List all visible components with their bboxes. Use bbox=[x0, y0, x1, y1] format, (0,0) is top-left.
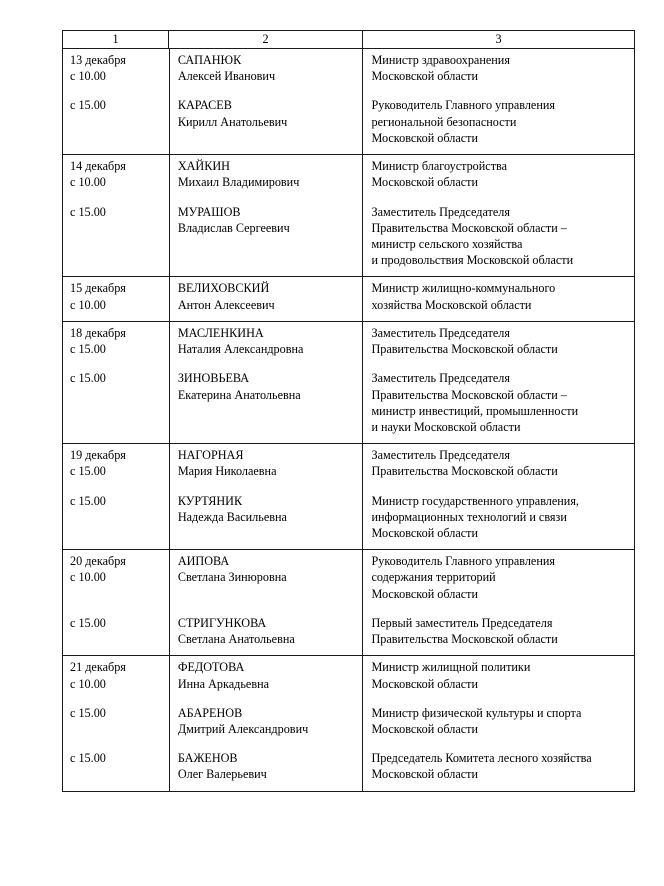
time-column bbox=[63, 322, 169, 443]
position-line: Московской области bbox=[371, 175, 479, 190]
position-line: Заместитель Председателя bbox=[371, 448, 510, 463]
position-column bbox=[362, 656, 634, 790]
position-block bbox=[371, 447, 630, 479]
person-column bbox=[169, 444, 363, 549]
date-group-cell bbox=[63, 550, 635, 656]
date-group bbox=[63, 49, 634, 154]
position-column bbox=[362, 155, 634, 276]
person-name: Олег Валерьевич bbox=[177, 767, 267, 782]
date-group bbox=[63, 550, 634, 655]
person-name: Мария Николаевна bbox=[177, 464, 277, 479]
person-block bbox=[178, 705, 359, 737]
position-block bbox=[371, 280, 630, 312]
position-line: региональной безопасности bbox=[371, 114, 517, 129]
person-surname: КАРАСЕВ bbox=[177, 98, 232, 113]
person-block bbox=[178, 553, 359, 602]
time-block bbox=[70, 750, 165, 782]
group-date: 21 декабря bbox=[70, 660, 126, 675]
person-name: Наталия Александровна bbox=[177, 342, 304, 357]
position-block bbox=[371, 493, 630, 542]
person-surname: МУРАШОВ bbox=[177, 204, 241, 219]
column-header-2: 2 bbox=[169, 31, 363, 49]
position-line: Правительства Московской области bbox=[371, 342, 558, 357]
position-line: Министр государственного управления, bbox=[371, 493, 579, 508]
date-group-cell bbox=[63, 155, 635, 277]
person-surname: ВЕЛИХОВСКИЙ bbox=[177, 281, 270, 296]
group-date: 20 декабря bbox=[70, 554, 126, 569]
position-line: Московской области bbox=[371, 676, 479, 691]
position-block bbox=[371, 52, 630, 84]
position-block bbox=[371, 553, 630, 602]
position-block bbox=[371, 705, 630, 737]
position-line: содержания территорий bbox=[371, 570, 496, 585]
entry-time: с 15.00 bbox=[70, 371, 106, 386]
position-line: и науки Московской области bbox=[371, 419, 521, 434]
position-block bbox=[371, 750, 630, 782]
person-column bbox=[169, 49, 363, 154]
column-header-1: 1 bbox=[63, 31, 169, 49]
person-block bbox=[178, 204, 359, 269]
entry-time: с 15.00 bbox=[70, 493, 106, 508]
position-line: хозяйства Московской области bbox=[371, 297, 532, 312]
position-block bbox=[371, 659, 630, 691]
position-line: министр сельского хозяйства bbox=[371, 236, 523, 251]
person-column bbox=[169, 322, 363, 443]
person-surname: САПАНЮК bbox=[177, 53, 242, 67]
person-block bbox=[178, 659, 359, 691]
time-block bbox=[70, 705, 165, 737]
position-line: Министр физической культуры и спорта bbox=[371, 705, 582, 720]
person-block bbox=[178, 615, 359, 647]
time-block bbox=[70, 615, 165, 647]
position-column bbox=[362, 277, 634, 320]
date-group-cell bbox=[63, 321, 635, 443]
group-date: 15 декабря bbox=[70, 281, 126, 296]
group-date: 19 декабря bbox=[70, 448, 126, 463]
position-column bbox=[362, 49, 634, 154]
position-line: Московской области bbox=[371, 130, 479, 145]
date-group bbox=[63, 155, 634, 276]
position-line: Заместитель Председателя bbox=[371, 204, 510, 219]
table-row bbox=[63, 49, 635, 155]
person-surname: ЗИНОВЬЕВА bbox=[177, 371, 250, 386]
date-group-cell bbox=[63, 444, 635, 550]
entry-time: с 15.00 bbox=[70, 615, 106, 630]
person-column bbox=[169, 277, 363, 320]
date-group-cell bbox=[63, 277, 635, 321]
time-column bbox=[63, 155, 169, 276]
time-column bbox=[63, 49, 169, 154]
table-row bbox=[63, 656, 635, 791]
position-line: Правительства Московской области bbox=[371, 464, 558, 479]
time-block bbox=[70, 52, 165, 84]
time-block bbox=[70, 204, 165, 269]
position-line: Министр благоустройства bbox=[371, 159, 508, 174]
time-block bbox=[70, 325, 165, 357]
person-name: Екатерина Анатольевна bbox=[177, 387, 301, 402]
table-row bbox=[63, 321, 635, 443]
position-line: министр инвестиций, промышленности bbox=[371, 403, 579, 418]
entry-time: с 15.00 bbox=[70, 98, 106, 113]
time-column bbox=[63, 550, 169, 655]
entry-time: с 15.00 bbox=[70, 751, 106, 766]
position-column bbox=[362, 444, 634, 549]
entry-time: с 15.00 bbox=[70, 464, 106, 479]
entry-time: с 10.00 bbox=[70, 175, 106, 190]
person-block bbox=[178, 447, 359, 479]
date-group bbox=[63, 277, 634, 320]
person-block bbox=[178, 493, 359, 542]
position-column bbox=[362, 550, 634, 655]
time-block bbox=[70, 493, 165, 542]
person-surname: ХАЙКИН bbox=[177, 159, 230, 174]
time-block bbox=[70, 659, 165, 691]
position-line: Московской области bbox=[371, 586, 479, 601]
person-surname: ФЕДОТОВА bbox=[177, 660, 245, 675]
person-surname: МАСЛЕНКИНА bbox=[177, 325, 264, 340]
time-block bbox=[70, 370, 165, 435]
position-block bbox=[371, 204, 630, 269]
position-line: Правительства Московской области – bbox=[371, 387, 567, 402]
person-name: Михаил Владимирович bbox=[177, 175, 300, 190]
position-line: Московской области bbox=[371, 722, 479, 736]
date-group bbox=[63, 656, 634, 790]
position-line: Московской области bbox=[371, 526, 479, 541]
time-block bbox=[70, 97, 165, 146]
time-block bbox=[70, 553, 165, 602]
entry-time: с 15.00 bbox=[70, 204, 106, 219]
table-row bbox=[63, 444, 635, 550]
position-line: Руководитель Главного управления bbox=[371, 554, 555, 569]
schedule-table bbox=[62, 30, 635, 792]
person-name: Кирилл Анатольевич bbox=[177, 114, 288, 129]
person-block bbox=[178, 370, 359, 435]
entry-time: с 15.00 bbox=[70, 342, 106, 357]
position-line: Председатель Комитета лесного хозяйства bbox=[371, 751, 592, 766]
person-surname: АБАРЕНОВ bbox=[177, 705, 243, 720]
person-name: Алексей Иванович bbox=[177, 69, 276, 84]
date-group-cell bbox=[63, 656, 635, 791]
date-group bbox=[63, 322, 634, 443]
position-block bbox=[371, 370, 630, 435]
column-header-3: 3 bbox=[363, 31, 635, 49]
date-group bbox=[63, 444, 634, 549]
position-block bbox=[371, 615, 630, 647]
position-line: Министр здравоохранения bbox=[371, 53, 510, 67]
group-date: 18 декабря bbox=[70, 325, 126, 340]
person-column bbox=[169, 656, 363, 790]
person-name: Инна Аркадьевна bbox=[177, 676, 270, 691]
person-surname: НАГОРНАЯ bbox=[177, 448, 244, 463]
position-line: Первый заместитель Председателя bbox=[371, 615, 553, 630]
person-block bbox=[178, 52, 359, 84]
position-line: Московской области bbox=[371, 69, 479, 84]
position-line: Министр жилищной политики bbox=[371, 660, 531, 675]
date-group-cell bbox=[63, 49, 635, 155]
entry-time: с 15.00 bbox=[70, 705, 106, 720]
header-row bbox=[63, 31, 635, 49]
person-name: Светлана Анатольевна bbox=[177, 632, 295, 647]
position-line: Московской области bbox=[371, 767, 479, 782]
time-block bbox=[70, 158, 165, 190]
position-line: Правительства Московской области – bbox=[371, 220, 567, 235]
person-block bbox=[178, 325, 359, 357]
person-name: Антон Алексеевич bbox=[177, 297, 275, 312]
position-line: информационных технологий и связи bbox=[371, 509, 567, 524]
table-header bbox=[63, 31, 635, 49]
person-block bbox=[178, 280, 359, 312]
time-column bbox=[63, 277, 169, 320]
person-surname: БАЖЕНОВ bbox=[177, 751, 238, 766]
position-block bbox=[371, 325, 630, 357]
group-date: 13 декабря bbox=[70, 53, 126, 67]
person-name: Дмитрий Александрович bbox=[177, 722, 309, 736]
table-row bbox=[63, 155, 635, 277]
position-line: Заместитель Председателя bbox=[371, 371, 510, 386]
person-surname: КУРТЯНИК bbox=[177, 493, 243, 508]
person-block bbox=[178, 158, 359, 190]
time-column bbox=[63, 444, 169, 549]
person-name: Надежда Васильевна bbox=[177, 509, 287, 524]
table-row bbox=[63, 277, 635, 321]
position-line: Руководитель Главного управления bbox=[371, 98, 555, 113]
person-name: Светлана Зинюровна bbox=[177, 570, 287, 585]
table-row bbox=[63, 550, 635, 656]
position-line: Заместитель Председателя bbox=[371, 325, 510, 340]
entry-time: с 10.00 bbox=[70, 297, 106, 312]
time-column bbox=[63, 656, 169, 790]
person-block bbox=[178, 750, 359, 782]
position-line: и продовольствия Московской области bbox=[371, 253, 574, 268]
entry-time: с 10.00 bbox=[70, 570, 106, 585]
person-surname: СТРИГУНКОВА bbox=[177, 615, 267, 630]
person-name: Владислав Сергеевич bbox=[177, 220, 290, 235]
time-block bbox=[70, 447, 165, 479]
position-line: Правительства Московской области bbox=[371, 632, 558, 647]
person-block bbox=[178, 97, 359, 146]
entry-time: с 10.00 bbox=[70, 676, 106, 691]
group-date: 14 декабря bbox=[70, 159, 126, 174]
position-block bbox=[371, 158, 630, 190]
table-body bbox=[63, 49, 635, 792]
position-column bbox=[362, 322, 634, 443]
position-block bbox=[371, 97, 630, 146]
entry-time: с 10.00 bbox=[70, 69, 106, 84]
person-column bbox=[169, 550, 363, 655]
person-surname: АИПОВА bbox=[177, 554, 230, 569]
person-column bbox=[169, 155, 363, 276]
time-block bbox=[70, 280, 165, 312]
position-line: Министр жилищно-коммунального bbox=[371, 281, 556, 296]
